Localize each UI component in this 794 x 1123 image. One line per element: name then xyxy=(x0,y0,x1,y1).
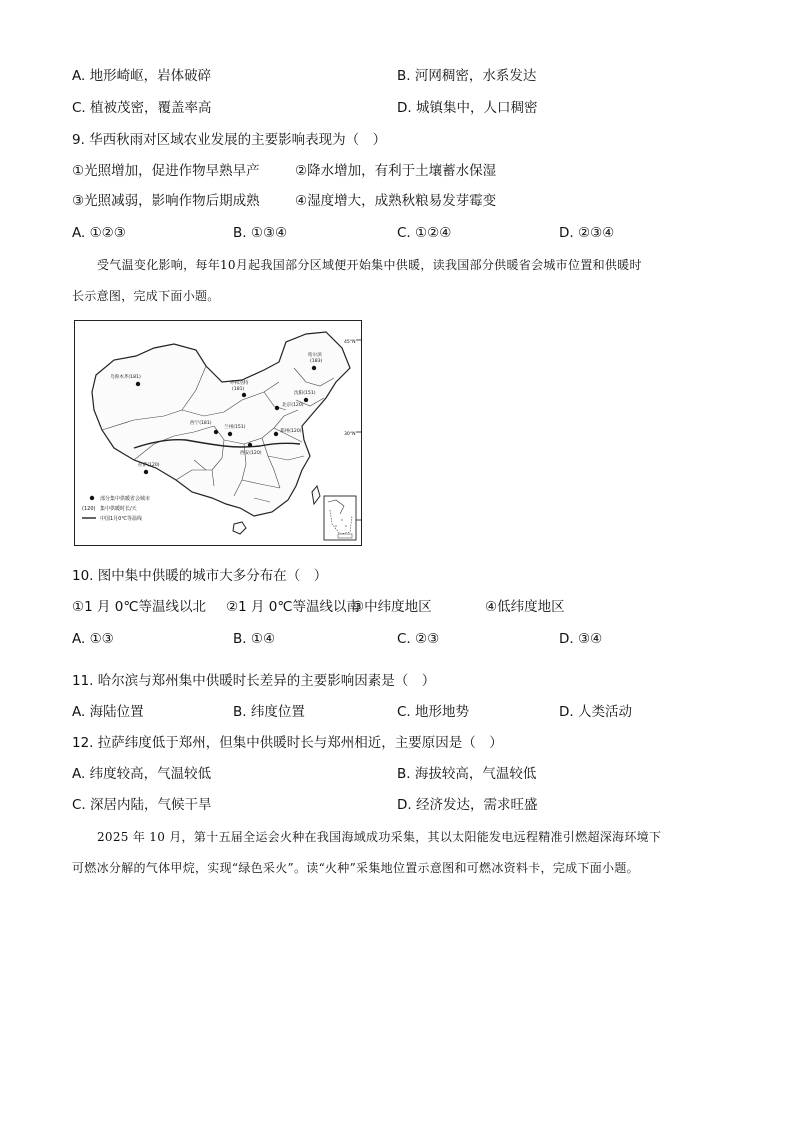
city-days-urumqi: (181) xyxy=(128,375,141,380)
svg-text:乌鲁木齐(181) xyxy=(110,373,141,380)
q9-stem: 9. 华西秋雨对区域农业发展的主要影响表现为（ ） xyxy=(72,132,387,148)
svg-text:兰州(151) xyxy=(224,423,246,430)
svg-text:北京(120) xyxy=(282,401,304,408)
q10-stem: 10. 图中集中供暖的城市大多分布在（ ） xyxy=(72,568,328,584)
south-china-sea-inset xyxy=(324,496,356,540)
city-dot-xian xyxy=(248,443,252,447)
lat-label-45: 45°N xyxy=(344,340,356,345)
city-dot-urumqi xyxy=(136,382,140,386)
city-days-xian: (120) xyxy=(249,451,262,456)
q11-option-d: D. 人类活动 xyxy=(559,704,632,720)
q12-option-c: C. 深居内陆，气候干旱 xyxy=(72,797,212,813)
city-dot-lanzhou xyxy=(228,432,232,436)
q10-item-4: ④低纬度地区 xyxy=(485,599,565,615)
svg-text:沈阳(151) xyxy=(294,389,316,396)
city-dot-lhasa xyxy=(144,470,148,474)
city-days-lanzhou: (151) xyxy=(233,425,246,430)
china-heating-map xyxy=(74,320,362,546)
legend-city-dot-icon xyxy=(90,496,94,500)
svg-text:西安(120) xyxy=(240,449,262,456)
q9-item-3: ③光照减弱，影响作物后期成熟 xyxy=(72,193,260,209)
city-dot-shenyang xyxy=(304,398,308,402)
lat-label-30: 30°N xyxy=(344,432,356,437)
passage-2-line-2: 可燃冰分解的气体甲烷，实现“绿色采火”。读“火种”采集地位置示意图和可燃冰资料卡，完成下面小题。 xyxy=(72,861,639,875)
q9-item-1: ①光照增加，促进作物早熟早产 xyxy=(72,163,260,179)
svg-text:西宁(181) xyxy=(190,419,212,426)
city-label-xining: 西宁 xyxy=(190,421,200,426)
q12-stem: 12. 拉萨纬度低于郑州，但集中供暖时长与郑州相近，主要原因是（ ） xyxy=(72,735,503,751)
q10-item-1: ①1 月 0℃等温线以北 xyxy=(72,599,207,615)
legend-item-cities: 部分集中供暖省会城市 xyxy=(100,496,151,502)
city-days-shenyang: (151) xyxy=(303,391,316,396)
legend-item-isotherm: 中国1月0℃等温线 xyxy=(100,516,142,522)
q12-option-a: A. 纬度较高，气温较低 xyxy=(72,766,212,782)
city-days-harbin: (183) xyxy=(310,359,323,364)
q10-option-a: A. ①③ xyxy=(72,631,114,647)
city-label-zhengzhou: 郑州 xyxy=(280,429,290,434)
q9-item-2: ②降水增加，有利于土壤蓄水保湿 xyxy=(295,163,497,179)
city-dot-xining xyxy=(214,430,218,434)
svg-text:(183) xyxy=(310,358,323,364)
q8-option-b: B. 河网稠密，水系发达 xyxy=(397,68,537,84)
q8-option-d: D. 城镇集中，人口稠密 xyxy=(397,100,538,116)
city-days-beijing: (120) xyxy=(291,403,304,408)
q10-option-c: C. ②③ xyxy=(397,631,440,647)
city-label-beijing: 北京 xyxy=(282,403,292,408)
city-label-urumqi: 乌鲁木齐 xyxy=(110,375,129,380)
city-days-lhasa: (120) xyxy=(147,463,160,468)
city-dot-beijing xyxy=(275,406,279,410)
q9-option-d: D. ②③④ xyxy=(559,225,615,241)
city-label-xian: 西安 xyxy=(240,451,250,456)
city-label-lhasa: 拉萨 xyxy=(138,463,148,468)
svg-text:哈尔滨 xyxy=(308,351,322,358)
city-dot-hohhot xyxy=(242,393,246,397)
q10-option-d: D. ③④ xyxy=(559,631,603,647)
city-label-lanzhou: 兰州 xyxy=(224,425,234,430)
passage-1-line-1: 受气温变化影响，每年10月起我国部分区域便开始集中供暖，读我国部分供暖省会城市位置和供暖时 xyxy=(97,258,642,272)
q9-item-4: ④湿度增大，成熟秋粮易发芽霉变 xyxy=(295,193,497,209)
q11-option-a: A. 海陆位置 xyxy=(72,704,144,720)
q8-option-c: C. 植被茂密，覆盖率高 xyxy=(72,100,212,116)
svg-text:拉萨(120) xyxy=(138,461,160,468)
passage-1-line-2: 长示意图，完成下面小题。 xyxy=(72,289,220,303)
q12-option-b: B. 海拔较高，气温较低 xyxy=(397,766,537,782)
q11-option-c: C. 地形地势 xyxy=(397,704,470,720)
svg-text:郑州(120) xyxy=(280,427,302,434)
q9-option-c: C. ①②④ xyxy=(397,225,452,241)
city-dot-zhengzhou xyxy=(274,432,278,436)
city-days-xining: (181) xyxy=(199,421,212,426)
q12-option-d: D. 经济发达，需求旺盛 xyxy=(397,797,538,813)
q11-option-b: B. 纬度位置 xyxy=(233,704,305,720)
svg-text:(181) xyxy=(232,386,245,392)
city-label-harbin: 哈尔滨 xyxy=(308,353,322,358)
passage-2-line-1: 2025 年 10 月，第十五届全运会火种在我国海域成功采集，其以太阳能发电远程精准引燃超深海环境下 xyxy=(97,830,662,844)
q10-item-2: ②1 月 0℃等温线以南 xyxy=(226,599,361,615)
city-dot-harbin xyxy=(312,366,316,370)
q11-stem: 11. 哈尔滨与郑州集中供暖时长差异的主要影响因素是（ ） xyxy=(72,673,436,689)
city-label-shenyang: 沈阳 xyxy=(294,391,304,396)
q9-option-a: A. ①②③ xyxy=(72,225,126,241)
svg-text:呼和浩特 xyxy=(230,379,249,386)
city-label-hohhot: 呼和浩特 xyxy=(230,381,249,386)
legend-item-days-key: (120) xyxy=(82,506,96,512)
legend-item-days: 集中供暖时长/天 xyxy=(100,506,137,512)
q8-option-a: A. 地形崎岖，岩体破碎 xyxy=(72,68,212,84)
q9-option-b: B. ①③④ xyxy=(233,225,288,241)
q10-option-b: B. ①④ xyxy=(233,631,276,647)
q10-item-3: ③中纬度地区 xyxy=(352,599,432,615)
city-days-zhengzhou: (120) xyxy=(289,429,302,434)
city-days-hohhot: (181) xyxy=(232,387,245,392)
